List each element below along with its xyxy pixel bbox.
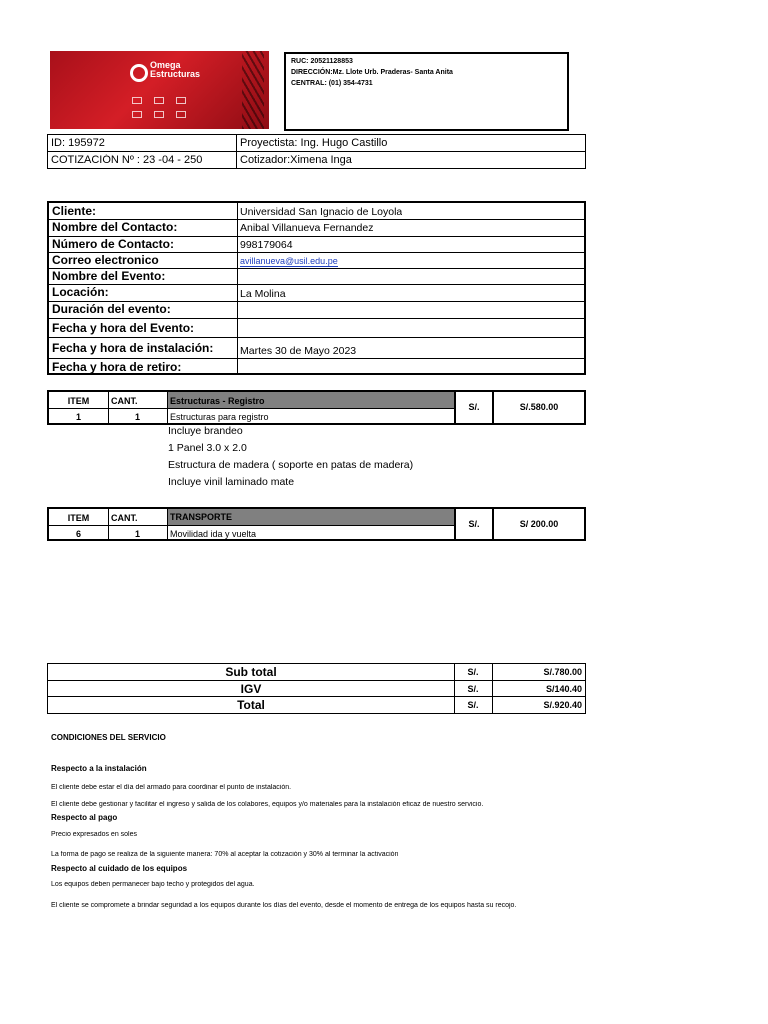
totals-table xyxy=(47,663,586,714)
install-date-value: Martes 30 de Mayo 2023 xyxy=(240,345,357,357)
contact-number-label: Número de Contacto: xyxy=(52,237,175,251)
event-name-label: Nombre del Evento: xyxy=(52,269,166,283)
condition-line: El cliente debe estar el día del armado para coordinar el punto de instalación. xyxy=(51,784,292,791)
client-label: Cliente: xyxy=(52,204,97,218)
item-quantity: 1 xyxy=(134,412,140,422)
currency: S/. xyxy=(467,684,479,694)
col-item-header: ITEM xyxy=(67,513,90,523)
item-table-structures xyxy=(47,390,586,425)
quote-number: COTIZACIÓN Nº : 23 -04 - 250 xyxy=(51,154,203,166)
conditions-heading: Respecto a la instalación xyxy=(51,764,147,773)
item-description: Estructuras para registro xyxy=(170,412,269,422)
client-value: Universidad San Ignacio de Loyola xyxy=(240,206,403,218)
condition-line: El cliente debe gestionar y facilitar el ingreso y salida de los colabores, equipos y/o materiales para la instalación eficaz de nuestro servicio. xyxy=(51,801,484,808)
item-price: S/.580.00 xyxy=(519,402,559,412)
conditions-heading: Respecto al cuidado de los equipos xyxy=(51,864,188,873)
item-table-transport xyxy=(47,507,586,541)
contact-name-label: Nombre del Contacto: xyxy=(52,220,178,234)
service-icon xyxy=(154,97,164,104)
condition-line: El cliente se compromete a brindar seguridad a los equipos durante los días del evento, desde el momento de entrega de los equipos hasta su recojo. xyxy=(51,902,517,909)
col-item-header: ITEM xyxy=(67,396,90,406)
event-date-label: Fecha y hora del Evento: xyxy=(52,321,195,335)
detail-line: Estructura de madera ( soporte en patas de madera) xyxy=(168,459,414,471)
detail-line: Incluye vinil laminado mate xyxy=(168,476,295,488)
subtotal-label: Sub total xyxy=(225,665,277,679)
contact-name-value: Anibal Villanueva Fernandez xyxy=(240,222,374,234)
email-label: Correo electronico xyxy=(52,253,159,267)
item-description: Movilidad ida y vuelta xyxy=(170,529,257,539)
duration-label: Duración del evento: xyxy=(52,302,171,316)
logo-brand-text: Omega Estructuras xyxy=(150,60,201,79)
service-icon xyxy=(132,97,142,104)
total-amount: S/.920.40 xyxy=(543,700,582,710)
col-cant-header: CANT. xyxy=(111,396,138,406)
company-logo-banner xyxy=(50,51,269,129)
currency: S/. xyxy=(467,667,479,677)
igv-label: IGV xyxy=(240,682,262,696)
condition-line: Precio expresados en soles xyxy=(51,831,137,838)
client-table xyxy=(47,201,586,375)
quote-id: ID: 195972 xyxy=(51,137,105,149)
currency: S/. xyxy=(468,519,480,529)
service-icon xyxy=(132,111,142,118)
location-value: La Molina xyxy=(240,288,286,300)
ruc: RUC: 20521128853 xyxy=(291,58,353,65)
item-number: 1 xyxy=(75,412,81,422)
col-cant-header: CANT. xyxy=(111,513,138,523)
company-info-box xyxy=(284,52,569,131)
service-icon xyxy=(176,97,186,104)
address: DIRECCIÓN:Mz. Llote Urb. Praderas- Santa Anita xyxy=(291,69,453,76)
quote-header-table xyxy=(47,134,586,169)
condition-line: La forma de pago se realiza de la siguiente manera: 70% al aceptar la cotización y 30% al terminar la activación xyxy=(51,851,399,858)
condition-line: Los equipos deben permanecer bajo techo y protegidos del agua. xyxy=(51,881,255,888)
phone: CENTRAL: (01) 354-4731 xyxy=(291,80,373,87)
removal-date-label: Fecha y hora de retiro: xyxy=(52,360,182,374)
tower-graphic xyxy=(242,51,264,129)
subtotal-amount: S/.780.00 xyxy=(543,667,582,677)
service-icon xyxy=(154,111,164,118)
service-icon xyxy=(176,111,186,118)
detail-line: 1 Panel 3.0 x 2.0 xyxy=(168,442,247,454)
conditions-heading: Respecto al pago xyxy=(51,813,118,822)
conditions-title: CONDICIONES DEL SERVICIO xyxy=(51,733,166,742)
currency: S/. xyxy=(467,700,479,710)
omega-logo-icon xyxy=(130,64,148,82)
section-title: Estructuras - Registro xyxy=(170,396,265,406)
section-title: TRANSPORTE xyxy=(170,512,233,522)
item-number: 6 xyxy=(75,529,81,539)
total-label: Total xyxy=(237,698,265,712)
designer: Proyectista: Ing. Hugo Castillo xyxy=(240,137,388,149)
contact-number-value: 998179064 xyxy=(240,239,293,251)
email-link[interactable]: avillanueva@usil.edu.pe xyxy=(240,256,338,266)
quoter: Cotizador:Ximena Inga xyxy=(240,154,352,166)
install-date-label: Fecha y hora de instalación: xyxy=(52,341,214,355)
igv-amount: S/140.40 xyxy=(545,684,582,694)
item-quantity: 1 xyxy=(134,529,140,539)
location-label: Locación: xyxy=(52,285,109,299)
item-price: S/ 200.00 xyxy=(519,519,559,529)
currency: S/. xyxy=(468,402,480,412)
detail-line: Incluye brandeo xyxy=(168,425,243,437)
